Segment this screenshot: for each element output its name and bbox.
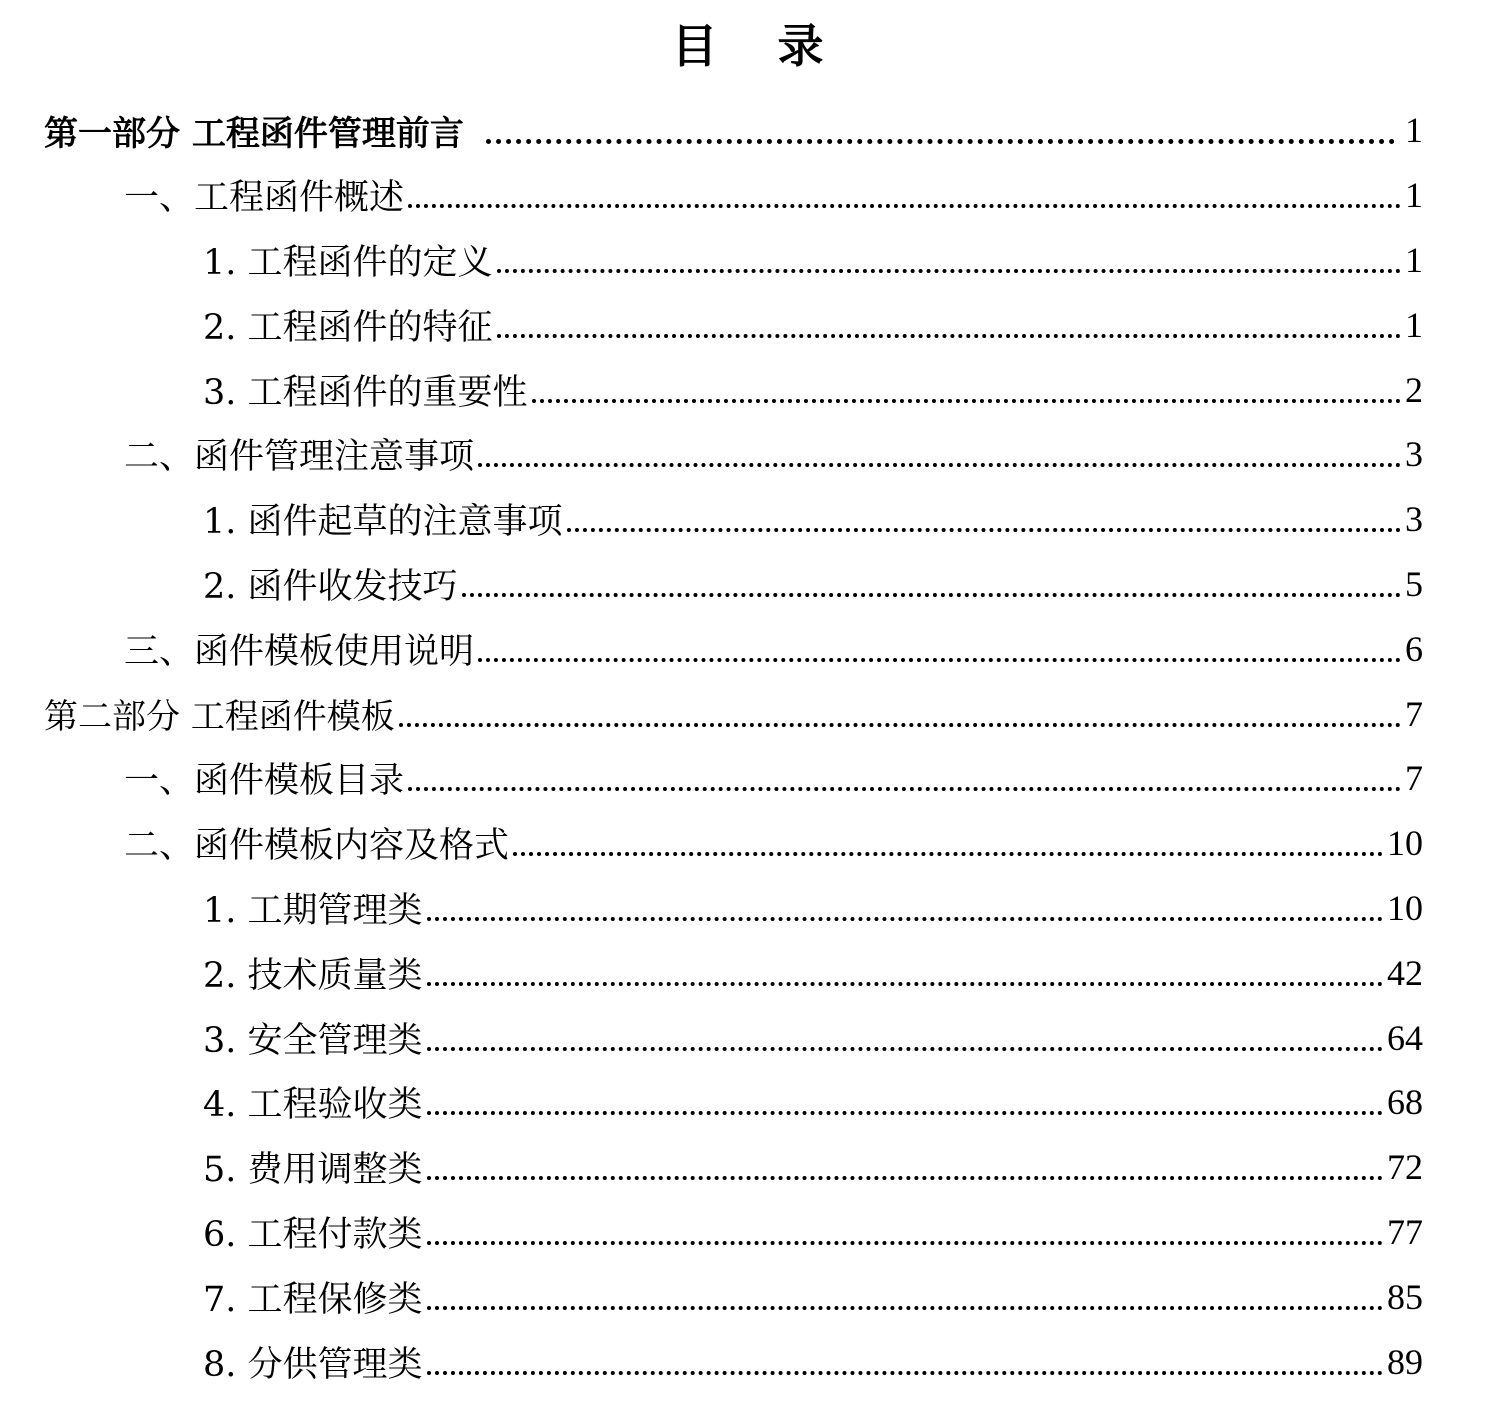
toc-entry-page: 89	[1387, 1341, 1423, 1382]
toc-entry-page: 68	[1387, 1082, 1423, 1123]
toc-entry-label: 二、函件管理注意事项	[124, 437, 475, 478]
dot-leader	[486, 139, 1395, 144]
dot-leader	[532, 399, 1401, 403]
toc-entry-label: 2. 技术质量类	[203, 955, 423, 996]
toc-entry-page: 1	[1405, 175, 1423, 216]
toc-entry-label: 7. 工程保修类	[203, 1279, 423, 1320]
page-title: 目 录	[671, 19, 846, 73]
toc-entry-page: 77	[1387, 1211, 1423, 1252]
toc-entry-page: 7	[1405, 693, 1423, 734]
toc-entry-page: 2	[1405, 369, 1423, 410]
toc-entry[interactable]	[0, 357, 1495, 422]
toc-entry-label: 一、函件模板目录	[124, 761, 405, 802]
toc-entry-label: 一、工程函件概述	[124, 178, 405, 219]
toc-entry-label: 第二部分 工程函件模板	[44, 697, 395, 738]
toc-entry-page: 5	[1405, 563, 1423, 604]
dot-leader	[478, 658, 1401, 662]
toc-entry-label: 4. 工程验收类	[203, 1085, 423, 1126]
toc-entry-page: 10	[1387, 823, 1423, 864]
toc-entry-page: 72	[1387, 1147, 1423, 1188]
toc-entry-label: 2. 函件收发技巧	[203, 566, 458, 607]
dot-leader	[478, 463, 1401, 467]
dot-leader	[408, 204, 1401, 208]
toc-entry-page: 3	[1405, 434, 1423, 475]
toc-entry[interactable]	[0, 746, 1495, 811]
toc-entry-label: 1. 工期管理类	[203, 890, 423, 931]
toc-entry[interactable]	[0, 487, 1495, 552]
dot-leader	[408, 787, 1401, 791]
toc-entry-label: 6. 工程付款类	[203, 1214, 423, 1255]
toc-entry[interactable]	[0, 1264, 1495, 1329]
toc-entry-page: 1	[1405, 239, 1423, 280]
toc-entry-page: 42	[1387, 952, 1423, 993]
toc-entry[interactable]	[0, 422, 1495, 487]
toc-entry[interactable]	[0, 163, 1495, 228]
dot-leader	[427, 1306, 1383, 1310]
dot-leader	[427, 982, 1383, 986]
toc-entry-label: 1. 函件起草的注意事项	[203, 502, 563, 543]
toc-entry-page: 7	[1405, 758, 1423, 799]
toc-entry-label: 5. 费用调整类	[203, 1150, 423, 1191]
dot-leader	[497, 334, 1401, 338]
dot-leader	[427, 1111, 1383, 1115]
dot-leader	[567, 528, 1401, 532]
toc-entry[interactable]	[0, 616, 1495, 681]
toc-entry-label: 8. 分供管理类	[203, 1344, 423, 1385]
dot-leader	[427, 1371, 1383, 1375]
toc-entry-label: 二、函件模板内容及格式	[124, 826, 510, 867]
dot-leader	[427, 917, 1383, 921]
toc-entry-page: 64	[1387, 1017, 1423, 1058]
toc-entry-page: 1	[1405, 304, 1423, 345]
dot-leader	[427, 1047, 1383, 1051]
toc-entry-page: 85	[1387, 1276, 1423, 1317]
toc-entry[interactable]	[0, 1329, 1495, 1394]
dot-leader	[513, 852, 1383, 856]
toc-entry-label: 3. 安全管理类	[203, 1020, 423, 1061]
toc-entry-label: 3. 工程函件的重要性	[203, 372, 528, 413]
dot-leader	[399, 723, 1401, 727]
toc-entry-label: 1. 工程函件的定义	[203, 242, 493, 283]
toc-entry-label: 三、函件模板使用说明	[124, 631, 475, 672]
toc-entry[interactable]	[0, 940, 1495, 1005]
toc-entry[interactable]	[0, 811, 1495, 876]
toc-entry[interactable]	[0, 1070, 1495, 1135]
toc-entry[interactable]	[0, 1005, 1495, 1070]
toc-entry[interactable]	[0, 876, 1495, 941]
toc-entry-page: 10	[1387, 887, 1423, 928]
dot-leader	[427, 1176, 1383, 1180]
dot-leader	[427, 1241, 1383, 1245]
toc-entry[interactable]	[0, 1135, 1495, 1200]
table-of-contents	[0, 98, 1495, 1394]
toc-entry[interactable]	[0, 228, 1495, 293]
toc-entry[interactable]	[0, 98, 1495, 163]
toc-entry[interactable]	[0, 292, 1495, 357]
toc-entry[interactable]	[0, 552, 1495, 617]
toc-entry-page: 6	[1405, 628, 1423, 669]
toc-entry[interactable]	[0, 1200, 1495, 1265]
toc-entry-label: 第一部分 工程函件管理前言	[44, 113, 464, 154]
dot-leader	[462, 593, 1401, 597]
toc-entry-page: 1	[1405, 110, 1423, 151]
toc-entry-label: 2. 工程函件的特征	[203, 307, 493, 348]
dot-leader	[497, 269, 1401, 273]
toc-entry[interactable]	[0, 681, 1495, 746]
toc-entry-page: 3	[1405, 499, 1423, 540]
